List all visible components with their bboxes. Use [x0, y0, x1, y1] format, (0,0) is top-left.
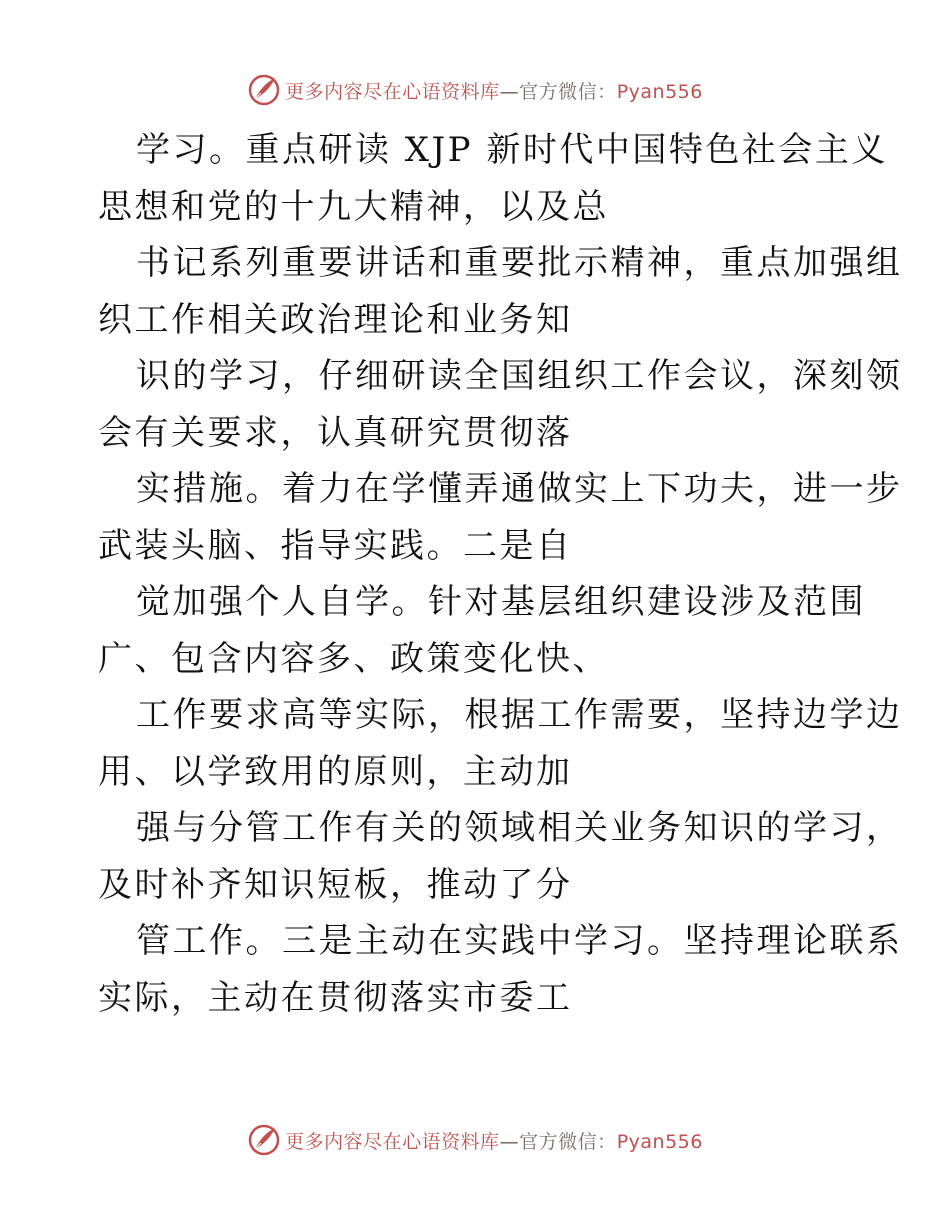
text-line: 广、包含内容多、政策变化快、	[98, 638, 609, 679]
watermark-main-text: 更多内容尽在心语资料库	[285, 1130, 500, 1153]
text-line: 武装头脑、指导实践。二是自	[98, 525, 573, 566]
text-line: 识的学习，仔细研读全国组织工作会议，深刻领	[136, 356, 903, 396]
document-body	[98, 122, 903, 1026]
text-line: 觉加强个人自学。针对基层组织建设涉及范围	[136, 582, 866, 622]
text-line: 织工作相关政治理论和业务知	[98, 299, 573, 340]
text-line: 用、以学致用的原则，主动加	[98, 751, 573, 792]
text-line: 思想和党的十九大精神，以及总	[98, 186, 609, 227]
text-line: 学习。重点研读 XJP 新时代中国特色社会主义	[136, 130, 888, 170]
text-line: 及时补齐知识短板，推动了分	[98, 864, 573, 905]
text-line: 实际，主动在贯彻落实市委工	[98, 977, 573, 1018]
watermark-id: Pyan556	[616, 80, 703, 103]
text-line: 管工作。三是主动在实践中学习。坚持理论联系	[136, 921, 903, 961]
header-watermark	[0, 70, 950, 110]
text-line: 工作要求高等实际，根据工作需要，坚持边学边	[136, 695, 903, 735]
text-line: 实措施。着力在学懂弄通做实上下功夫，进一步	[136, 469, 903, 509]
text-line: 会有关要求，认真研究贯彻落	[98, 412, 573, 453]
watermark-label: 官方微信：	[519, 1130, 617, 1153]
text-line: 书记系列重要讲话和重要批示精神，重点加强组	[136, 243, 903, 283]
quill-logo-icon	[247, 1123, 281, 1157]
watermark-text	[285, 1127, 703, 1154]
footer-watermark	[0, 1120, 950, 1160]
text-line: 强与分管工作有关的领域相关业务知识的学习，	[136, 808, 903, 848]
quill-logo-icon	[247, 73, 281, 107]
watermark-separator: —	[499, 1130, 520, 1153]
watermark-text	[285, 77, 703, 104]
watermark-id: Pyan556	[616, 1130, 703, 1153]
watermark-label: 官方微信：	[519, 80, 617, 103]
watermark-separator: —	[499, 80, 520, 103]
watermark-main-text: 更多内容尽在心语资料库	[285, 80, 500, 103]
